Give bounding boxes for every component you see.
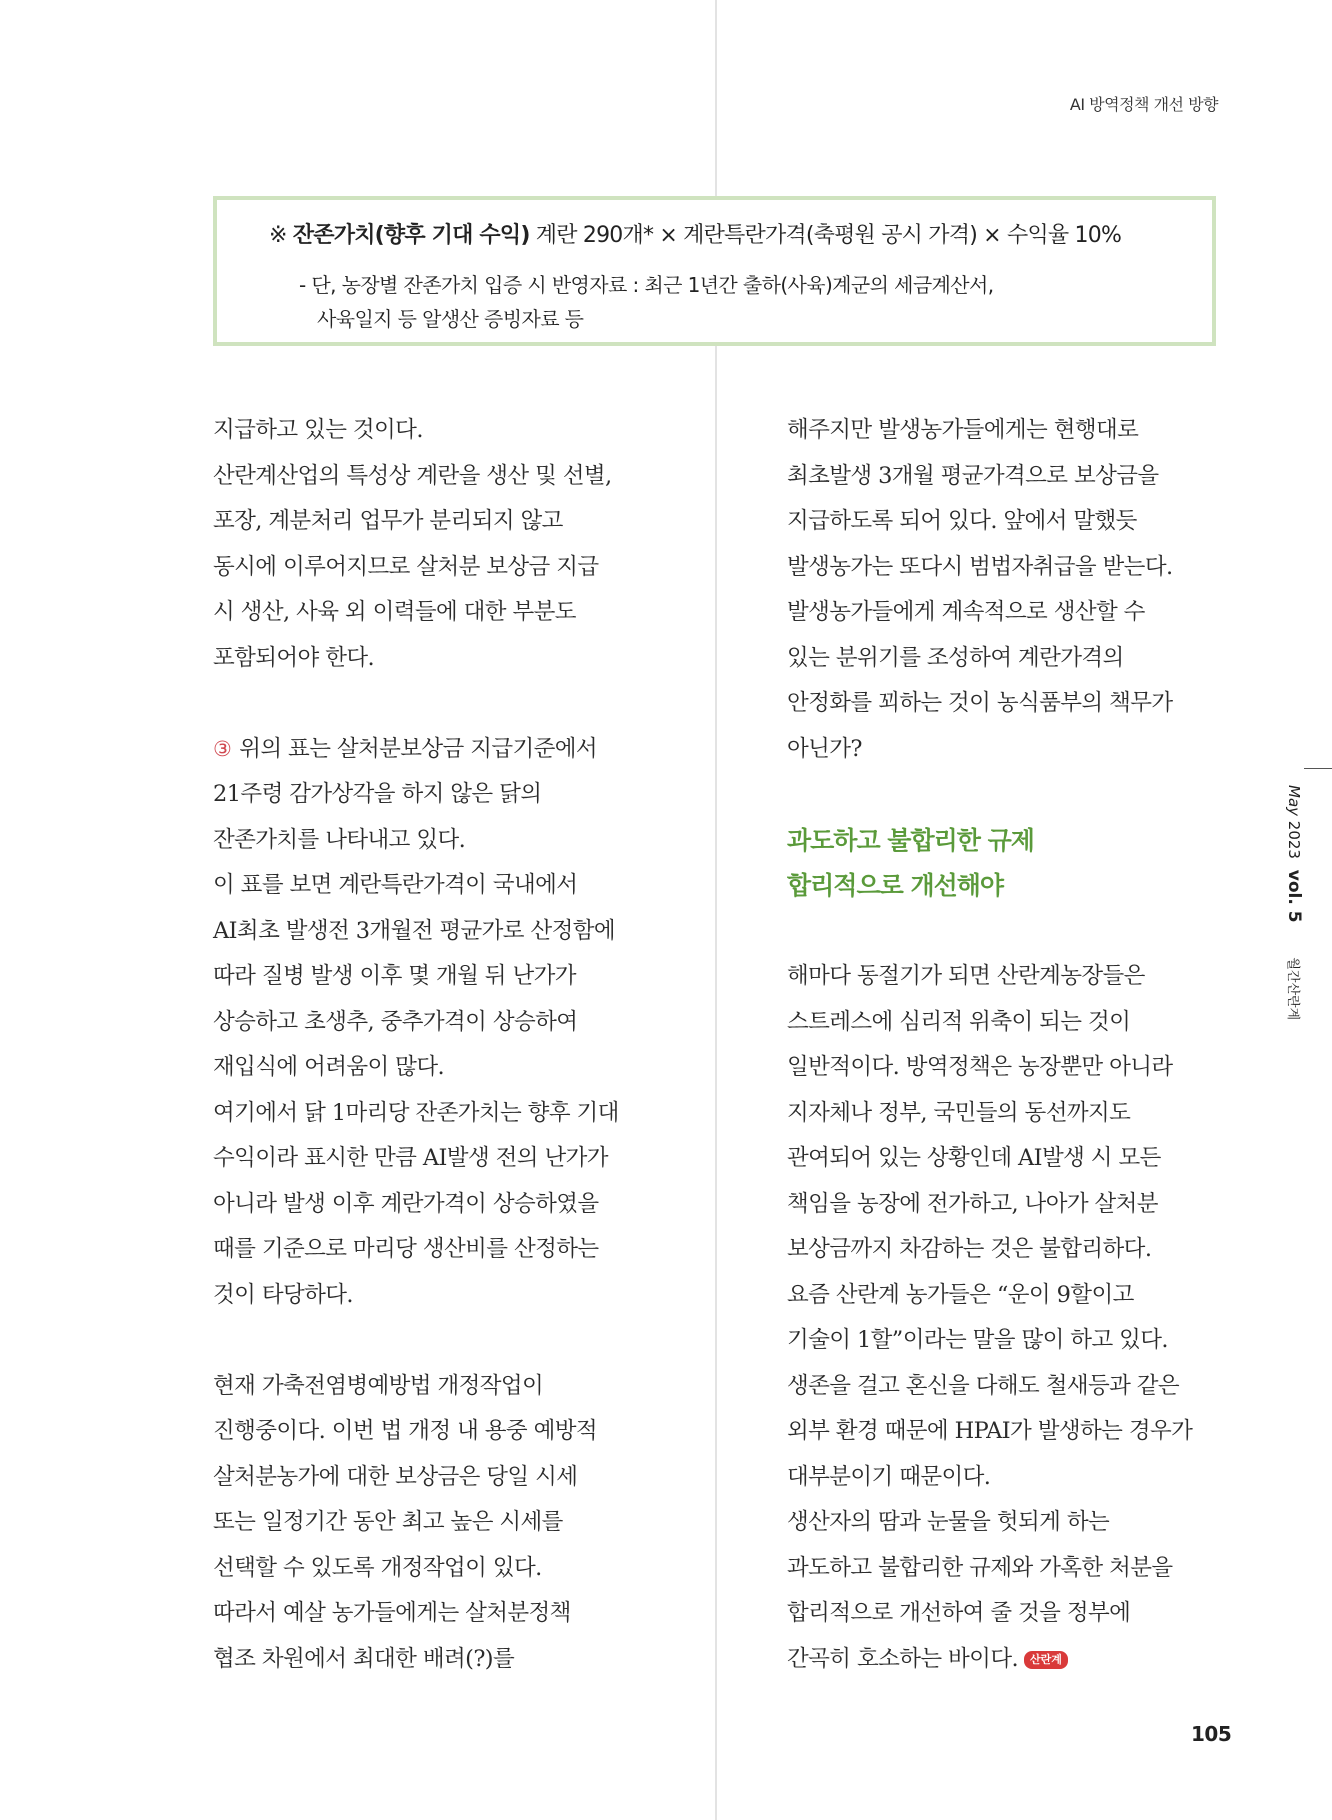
text-line: 진행중이다. 이번 법 개정 내 용중 예방적 <box>213 1418 598 1444</box>
side-divider <box>1304 768 1332 769</box>
paragraph-gap <box>787 909 1227 955</box>
side-magazine-name: 월간산란계 <box>1285 957 1300 1021</box>
right-column <box>787 408 1227 1682</box>
paragraph-4 <box>787 408 1227 772</box>
text-line: 살처분농가에 대한 보상금은 당일 시세 <box>213 1463 578 1490</box>
text-line: 생존을 걸고 혼신을 다해도 철새등과 같은 <box>787 1372 1180 1399</box>
text-line: 해마다 동절기가 되면 산란계농장들은 <box>787 963 1145 989</box>
text-line: 현재 가축전염병예방법 개정작업이 <box>213 1372 544 1399</box>
side-volume: vol. 5 <box>1284 869 1304 923</box>
text-line: 기술이 1할”이라는 말을 많이 하고 있다. <box>787 1327 1168 1353</box>
side-month: May <box>1285 785 1303 817</box>
text-line: 21주령 감가상각을 하지 않은 닭의 <box>213 781 542 807</box>
text-line: 책임을 농장에 전가하고, 나아가 살처분 <box>787 1190 1158 1217</box>
text-line: 있는 분위기를 조성하여 계란가격의 <box>787 644 1124 671</box>
end-mark-logo: 산란계 <box>1024 1651 1068 1669</box>
text-line: 따라서 예살 농가들에게는 살처분정책 <box>213 1600 571 1626</box>
text-line: 동시에 이루어지므로 살처분 보상금 지급 <box>213 553 599 580</box>
text-line: 재입식에 어려움이 많다. <box>213 1054 445 1080</box>
text-fragment: 간곡히 호소하는 바이다. <box>787 1645 1019 1672</box>
text-line: 관여되어 있는 상황인데 AI발생 시 모든 <box>787 1145 1161 1171</box>
text-line: 이 표를 보면 계란특란가격이 국내에서 <box>213 872 578 898</box>
subheading <box>787 818 1227 909</box>
text-line: 발생농가들에게 계속적으로 생산할 수 <box>787 599 1145 625</box>
text-line: 대부분이기 때문이다. <box>787 1463 991 1490</box>
text-line: 때를 기준으로 마리당 생산비를 산정하는 <box>213 1236 599 1262</box>
page-number: 105 <box>1191 1722 1232 1746</box>
section-title: AI 방역정책 개선 방향 <box>1069 95 1218 114</box>
text-line: 산란계산업의 특성상 계란을 생산 및 선별, <box>213 462 612 489</box>
text-line: 요즘 산란계 농가들은 “운이 9할이고 <box>787 1281 1134 1308</box>
text-line: 최초발생 3개월 평균가격으로 보상금을 <box>787 462 1159 489</box>
text-line: AI최초 발생전 3개월전 평균가로 산정함에 <box>213 917 616 944</box>
text-line: 지자체나 정부, 국민들의 동선까지도 <box>787 1099 1131 1126</box>
text-line: 것이 타당하다. <box>213 1281 353 1308</box>
formula-note-line1: - 단, 농장별 잔존가치 입증 시 반영자료 : 최근 1년간 출하(사육)계군의 세금계산서, <box>299 273 994 297</box>
formula-note <box>299 268 993 336</box>
side-year: 2023 <box>1285 820 1303 859</box>
paragraph-1 <box>213 408 683 681</box>
paragraph-5 <box>787 954 1227 1682</box>
text-line: 과도하고 불합리한 규제와 가혹한 처분을 <box>787 1554 1173 1581</box>
formula-line <box>269 218 1121 249</box>
text-line: 지급하고 있는 것이다. <box>213 417 423 443</box>
subheading-line-2: 합리적으로 개선해야 <box>787 871 1004 900</box>
text-line: 여기에서 닭 1마리당 잔존가치는 향후 기대 <box>213 1099 619 1126</box>
paragraph-3 <box>213 1364 683 1683</box>
text-line <box>213 727 683 773</box>
text-fragment: 위의 표는 살처분보상금 지급기준에서 <box>239 735 598 762</box>
text-line: 스트레스에 심리적 위축이 되는 것이 <box>787 1008 1131 1035</box>
text-line: 선택할 수 있도록 개정작업이 있다. <box>213 1554 542 1581</box>
text-line: 상승하고 초생추, 중추가격이 상승하여 <box>213 1008 578 1035</box>
text-line: 일반적이다. 방역정책은 농장뿐만 아니라 <box>787 1054 1173 1080</box>
text-line: 발생농가는 또다시 범법자취급을 받는다. <box>787 553 1173 580</box>
text-line: 외부 환경 때문에 HPAI가 발생하는 경우가 <box>787 1418 1193 1444</box>
text-line: 포함되어야 한다. <box>213 644 375 671</box>
paragraph-gap <box>787 772 1227 818</box>
text-line: 따라 질병 발생 이후 몇 개월 뒤 난가가 <box>213 963 576 989</box>
text-line <box>787 1637 1227 1683</box>
text-line: 보상금까지 차감하는 것은 불합리하다. <box>787 1236 1152 1262</box>
text-line: 잔존가치를 나타내고 있다. <box>213 826 466 853</box>
subheading-line-1: 과도하고 불합리한 규제 <box>787 825 1034 855</box>
side-label-text <box>1284 785 1304 1020</box>
text-line: 생산자의 땀과 눈물을 헛되게 하는 <box>787 1509 1110 1535</box>
circled-number-3: ③ <box>213 736 232 761</box>
text-line: 시 생산, 사육 외 이력들에 대한 부분도 <box>213 599 576 625</box>
paragraph-gap <box>213 681 683 727</box>
paragraph-gap <box>213 1318 683 1364</box>
text-line: 수익이라 표시한 만큼 AI발생 전의 난가가 <box>213 1145 608 1171</box>
left-column <box>213 408 683 1682</box>
formula-text: 계란 290개* × 계란특란가격(축평원 공시 가격) × 수익율 10% <box>535 223 1122 248</box>
text-line: 합리적으로 개선하여 줄 것을 정부에 <box>787 1600 1131 1626</box>
text-line: 포장, 계분처리 업무가 분리되지 않고 <box>213 508 563 534</box>
text-line: 지급하도록 되어 있다. 앞에서 말했듯 <box>787 508 1137 534</box>
text-line: 안정화를 꾀하는 것이 농식품부의 책무가 <box>787 690 1173 716</box>
formula-note-line2: 사육일지 등 알생산 증빙자료 등 <box>317 307 584 331</box>
formula-label: 잔존가치(향후 기대 수익) <box>292 223 530 248</box>
text-line: 아닌가? <box>787 735 862 762</box>
text-line: 아니라 발생 이후 계란가격이 상승하였을 <box>213 1190 599 1217</box>
text-line: 해주지만 발생농가들에게는 현행대로 <box>787 417 1139 443</box>
reference-mark: ※ <box>269 223 287 248</box>
text-line: 또는 일정기간 동안 최고 높은 시세를 <box>213 1509 563 1535</box>
text-line: 협조 차원에서 최대한 배려(?)를 <box>213 1645 515 1672</box>
paragraph-2 <box>213 727 683 1319</box>
side-label <box>1272 785 1312 1021</box>
formula-box <box>213 196 1216 346</box>
